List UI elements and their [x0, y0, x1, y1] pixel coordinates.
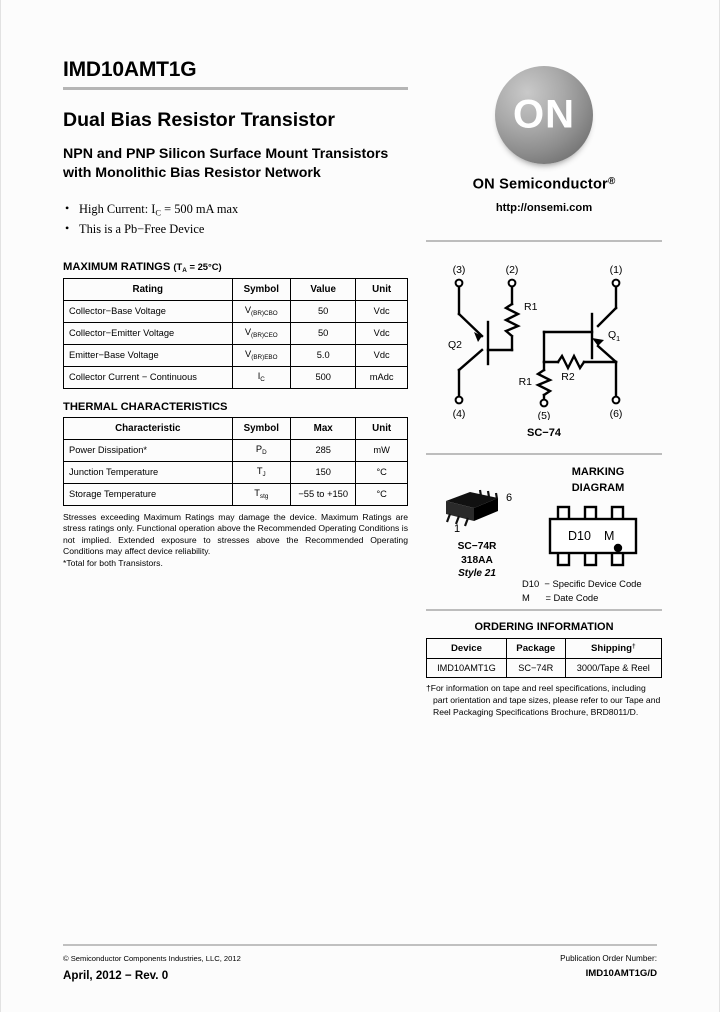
table-header-row — [427, 639, 662, 659]
pin-number-1: 1 — [454, 523, 461, 534]
cell-characteristic: Junction Temperature — [64, 461, 233, 483]
table-row — [427, 659, 662, 678]
table-row — [64, 461, 408, 483]
chip-device-code: D10 — [568, 529, 591, 544]
revision-text: April, 2012 − Rev. 0 — [63, 968, 169, 982]
cell-rating: Emitter−Base Voltage — [64, 344, 233, 366]
cell-shipping: 3000/Tape & Reel — [565, 659, 661, 678]
column-header-symbol: Symbol — [232, 417, 290, 439]
table-row — [64, 300, 408, 322]
resistor-label-r1-right: R1 — [518, 376, 532, 389]
registered-mark: ® — [607, 176, 616, 187]
marking-title-line1: MARKING — [571, 466, 625, 479]
marking-title-line2: DIAGRAM — [571, 482, 625, 495]
pin-label-1: (1) — [609, 264, 623, 277]
cell-max: −55 to +150 — [291, 483, 356, 505]
stress-note-body: Stresses exceeding Maximum Ratings may damage the device. Maximum Ratings are stress ratings only. Functional operation above the Recommended Operating Conditions is not implied. Extended exposure to stresses above the Recommended Operating Conditions may affect device reliability. — [63, 511, 408, 557]
pin-number-6: 6 — [506, 492, 513, 505]
section-divider — [426, 240, 662, 242]
column-header-unit: Unit — [356, 417, 408, 439]
column-header-rating: Rating — [64, 278, 233, 300]
table-header-row — [64, 417, 408, 439]
column-header-package: Package — [506, 639, 565, 659]
max-ratings-condition: $(T_A = 25^\circ C)$ — [173, 261, 222, 274]
package-case-number: 318AA — [461, 555, 493, 567]
cell-value: 5.0 — [291, 344, 356, 366]
cell-value: 50 — [291, 300, 356, 322]
cell-unit: mAdc — [356, 366, 408, 388]
cell-symbol: $I_C$ — [232, 366, 290, 388]
cell-symbol: $T_J$ — [232, 461, 290, 483]
logo-text: ON — [513, 92, 575, 137]
stress-footnote: *Total for both Transistors. — [63, 557, 163, 568]
cell-unit: Vdc — [356, 344, 408, 366]
cell-unit: °C — [356, 483, 408, 505]
resistor-label-r1-left: R1 — [524, 301, 538, 314]
package-style: Style 21 — [458, 567, 496, 579]
ordering-table — [426, 638, 662, 678]
list-item: • High Current: $I_C = 500$ mA max — [63, 200, 408, 219]
resistor-label-r2: R2 — [561, 371, 575, 384]
column-header-device: Device — [427, 639, 507, 659]
table-header-row — [64, 278, 408, 300]
ordering-note: †For information on tape and reel specifications, including part orientation and tape sizes, please refer to our Tape and Reel Packaging Specifications Brochure, BRD8011/D. — [426, 683, 661, 717]
schematic-caption: SC−74 — [527, 427, 561, 440]
marking-legend-line2: M = Date Code — [522, 591, 599, 603]
cell-package: SC−74R — [506, 659, 565, 678]
cell-symbol: $V_{(BR)CEO}$ — [232, 322, 290, 344]
package-name: SC−74R — [457, 541, 497, 553]
thermal-table — [63, 417, 408, 506]
pin-one-dot-icon — [614, 544, 622, 552]
footer-left — [63, 953, 241, 984]
on-semiconductor-logo-icon — [495, 66, 593, 164]
brand-name-text: ON Semiconductor — [472, 176, 608, 193]
section-divider — [426, 453, 662, 455]
marking-legend-line1: D10 − Specific Device Code — [522, 578, 642, 590]
page-title: IMD10AMT1G — [63, 58, 197, 81]
pin-2-terminal — [509, 280, 516, 287]
pin-4-terminal — [456, 397, 463, 404]
cell-characteristic: Power Dissipation* — [64, 439, 233, 461]
column-header-unit: Unit — [356, 278, 408, 300]
title-divider — [63, 87, 408, 90]
pin-label-3: (3) — [452, 264, 466, 277]
stress-note — [63, 512, 408, 570]
pin-1-terminal — [613, 280, 620, 287]
sc74r-package-icon — [436, 487, 518, 533]
cell-characteristic: Storage Temperature — [64, 483, 233, 505]
ordering-information-title: ORDERING INFORMATION — [474, 621, 614, 634]
brand-block — [426, 66, 662, 214]
transistor-label-q2: Q2 — [447, 339, 462, 352]
table-row — [64, 483, 408, 505]
max-ratings-table — [63, 278, 408, 389]
table-row — [64, 366, 408, 388]
q1-emitter-arrow-icon — [592, 338, 604, 346]
cell-value: 500 — [291, 366, 356, 388]
cell-rating: Collector Current − Continuous — [64, 366, 233, 388]
schematic-block — [426, 252, 662, 439]
document-subtitle: NPN and PNP Silicon Surface Mount Transistors with Monolithic Bias Resistor Network — [63, 145, 389, 181]
cell-max: 150 — [291, 461, 356, 483]
footer-right — [560, 953, 657, 984]
copyright-text: © Semiconductor Components Industries, LLC, 2012 — [63, 954, 241, 964]
marking-diagram-title — [534, 465, 662, 497]
pin-5-terminal — [541, 400, 548, 407]
brand-name — [426, 176, 662, 192]
footer-divider — [63, 944, 657, 946]
table-row — [64, 322, 408, 344]
cell-symbol: $T_{stg}$ — [232, 483, 290, 505]
left-column — [63, 58, 408, 569]
table-row — [64, 439, 408, 461]
cell-max: 285 — [291, 439, 356, 461]
cell-rating: Collector−Base Voltage — [64, 300, 233, 322]
publication-label: Publication Order Number: — [560, 954, 657, 964]
pin-label-4: (4) — [452, 408, 466, 421]
cell-symbol: $P_D$ — [232, 439, 290, 461]
cell-value: 50 — [291, 322, 356, 344]
transistor-label-q1: Q — [608, 329, 617, 342]
max-ratings-heading — [63, 261, 408, 274]
feature-list — [63, 200, 408, 239]
max-ratings-heading-text: MAXIMUM RATINGS — [63, 261, 171, 274]
document-title: Dual Bias Resistor Transistor — [63, 109, 336, 131]
chip-date-code: M — [604, 529, 615, 544]
package-names — [434, 540, 520, 567]
pin-3-terminal — [456, 280, 463, 287]
cell-symbol: $V_{(BR)CBO}$ — [232, 300, 290, 322]
marked-device-icon — [544, 505, 652, 567]
pin-label-2: (2) — [505, 264, 519, 277]
right-column — [426, 66, 662, 718]
thermal-heading: THERMAL CHARACTERISTICS — [63, 400, 228, 413]
cell-unit: Vdc — [356, 322, 408, 344]
column-header-characteristic: Characteristic — [64, 417, 233, 439]
cell-device: IMD10AMT1G — [427, 659, 507, 678]
marking-legend — [522, 577, 642, 604]
brand-url: http://onsemi.com — [495, 202, 593, 215]
shipping-dagger: † — [632, 643, 636, 651]
pin-label-5: (5) — [537, 410, 551, 421]
pin-label-6: (6) — [609, 408, 623, 421]
list-item: • This is a Pb−Free Device — [63, 220, 408, 239]
device-schematic-diagram — [426, 252, 662, 420]
transistor-label-q1-sub: 1 — [616, 334, 621, 344]
publication-number: IMD10AMT1G/D — [585, 967, 657, 979]
pin-6-terminal — [613, 397, 620, 404]
column-header-value: Value — [291, 278, 356, 300]
cell-rating: Collector−Emitter Voltage — [64, 322, 233, 344]
section-divider — [426, 609, 662, 611]
column-header-max: Max — [291, 417, 356, 439]
ordering-information-block — [426, 621, 662, 718]
thermal-section — [63, 401, 408, 570]
cell-symbol: $V_{(BR)EBO}$ — [232, 344, 290, 366]
cell-unit: Vdc — [356, 300, 408, 322]
column-header-symbol: Symbol — [232, 278, 290, 300]
column-header-shipping: Shipping† — [565, 639, 661, 659]
page-footer — [63, 944, 657, 984]
marking-block — [426, 465, 662, 603]
marking-chip-illustration — [544, 505, 652, 572]
table-row — [64, 344, 408, 366]
cell-unit: mW — [356, 439, 408, 461]
package-illustration — [434, 487, 520, 578]
cell-unit: °C — [356, 461, 408, 483]
